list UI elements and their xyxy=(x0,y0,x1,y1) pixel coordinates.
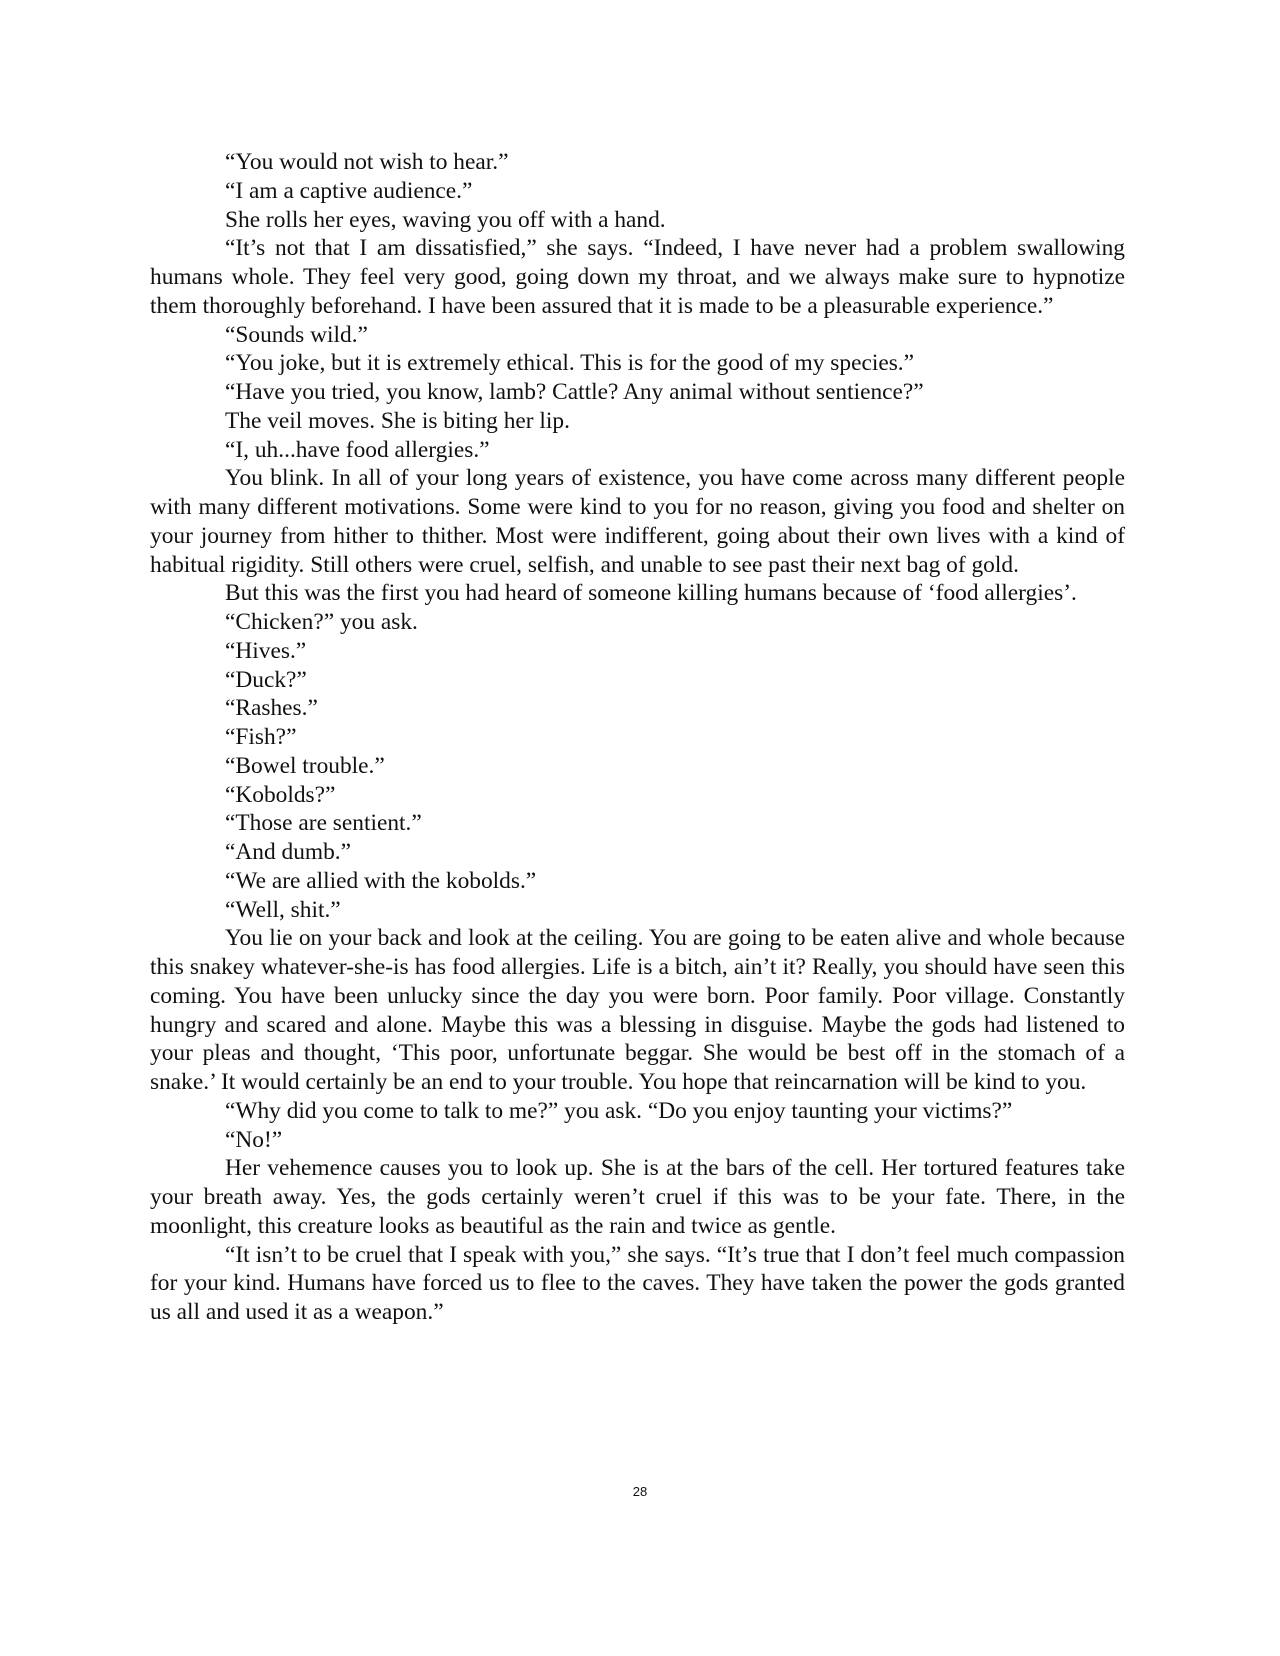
paragraph: But this was the first you had heard of someone killing humans because of ‘food allergies’. xyxy=(225,580,1077,607)
paragraph: “Why did you come to talk to me?” you ask. “Do you enjoy taunting your victims?” xyxy=(225,1097,1013,1124)
paragraph: You lie on your back and look at the ceiling. You are going to be eaten alive and whole because this snakey whatever-she-is has food allergies. Life is a bitch, ain’t it? Really, you should have seen this coming. You have been unlucky since the day you were born. Poor family. Poor village. Constantly hungry and scared and alone. Maybe this was a blessing in disguise. Maybe the gods had listened to your pleas and thought, ‘This poor, unfortunate beggar. She would be best off in the stomach of a snake.’ It would certainly be an end to your trouble. You hope that reincarnation will be kind to you. xyxy=(150,925,1125,1095)
paragraph: “I am a captive audience.” xyxy=(225,177,473,204)
paragraph: “Have you tried, you know, lamb? Cattle? Any animal without sentience?” xyxy=(225,379,924,405)
paragraph: “Kobolds?” xyxy=(225,781,336,808)
paragraph: The veil moves. She is biting her lip. xyxy=(225,407,570,434)
paragraph: “Well, shit.” xyxy=(225,896,341,923)
paragraph: “Bowel trouble.” xyxy=(225,752,385,779)
paragraph: “Hives.” xyxy=(225,637,307,664)
paragraph: “Fish?” xyxy=(225,724,297,750)
paragraph: “And dumb.” xyxy=(225,839,352,865)
paragraph: You blink. In all of your long years of existence, you have come across many different people with many different motivations. Some were kind to you for no reason, giving you food and shelter on your journey from hither to thither. Most were indifferent, going about their own lives with a kind of habitual rigidity. Still others were cruel, selfish, and unable to see past their next bag of gold. xyxy=(150,465,1125,578)
paragraph: “Chicken?” you ask. xyxy=(225,609,418,635)
paragraph: “You joke, but it is extremely ethical. This is for the good of my species.” xyxy=(225,350,915,377)
paragraph: “Duck?” xyxy=(225,666,307,693)
paragraph: “Those are sentient.” xyxy=(225,810,422,837)
page-number: 28 xyxy=(632,1484,648,1499)
page-body xyxy=(150,148,1125,1327)
paragraph: “Sounds wild.” xyxy=(225,321,368,348)
paragraph: Her vehemence causes you to look up. She is at the bars of the cell. Her tortured features take your breath away. Yes, the gods certainly weren’t cruel if this was to be your fate. There, in the moonlight, this creature looks as beautiful as the rain and twice as gentle. xyxy=(150,1155,1125,1239)
paragraph: She rolls her eyes, waving you off with a hand. xyxy=(225,206,666,233)
paragraph: “We are allied with the kobolds.” xyxy=(225,867,537,894)
paragraph: “It’s not that I am dissatisfied,” she says. “Indeed, I have never had a problem swallowing humans whole. They feel very good, going down my throat, and we always make sure to hypnotize them thoroughly beforehand. I have been assured that it is made to be a pleasurable experience.” xyxy=(150,235,1125,319)
paragraph: “No!” xyxy=(225,1126,283,1153)
paragraph: “I, uh...have food allergies.” xyxy=(225,436,490,463)
paragraph: “It isn’t to be cruel that I speak with you,” she says. “It’s true that I don’t feel much compassion for your kind. Humans have forced us to flee to the caves. They have taken the power the gods granted us all and used it as a weapon.” xyxy=(150,1241,1125,1325)
paragraph: “You would not wish to hear.” xyxy=(225,149,509,175)
paragraph: “Rashes.” xyxy=(225,695,318,722)
